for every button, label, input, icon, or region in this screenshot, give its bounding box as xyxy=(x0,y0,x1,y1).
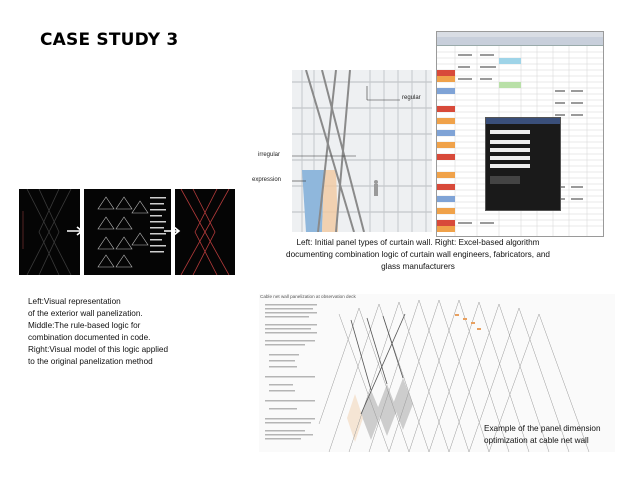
rule-logic-image xyxy=(84,189,171,275)
example-heading: Cable net wall panelization at observation deck xyxy=(260,294,356,299)
left-caption-line: Middle:The rule-based logic for xyxy=(28,321,141,330)
regular-label: regular xyxy=(402,95,421,101)
left-caption-line: to the original panelization method xyxy=(28,357,153,366)
arrow-right-icon xyxy=(66,225,86,237)
example-caption xyxy=(484,423,634,447)
top-caption-line: glass manufacturers xyxy=(381,262,455,271)
example-caption-line: Example of the panel dimension xyxy=(484,424,601,433)
example-caption-line: optimization at cable net wall xyxy=(484,436,589,445)
irregular-label: irregular xyxy=(258,152,281,158)
left-caption-line: of the exterior wall panelization. xyxy=(28,309,143,318)
applied-logic-lines xyxy=(175,189,235,275)
rule-logic-drawing xyxy=(84,189,171,275)
arrow-right-icon xyxy=(163,225,183,237)
left-panels-caption xyxy=(28,296,248,368)
left-caption-line: Left:Visual representation xyxy=(28,297,121,306)
top-caption-line: Left: Initial panel types of curtain wall. Right: Excel-based algorithm xyxy=(296,238,540,247)
left-caption-line: Right:Visual model of this logic applied xyxy=(28,345,169,354)
slide-title: CASE STUDY 3 xyxy=(40,30,179,50)
excel-algorithm-screenshot xyxy=(436,31,604,237)
panel-types-diagram xyxy=(252,70,432,232)
sheet-toolbar xyxy=(437,37,603,46)
expression-label: expression xyxy=(252,177,282,183)
sheet-dialog xyxy=(485,117,561,211)
left-caption-line: combination documented in code. xyxy=(28,333,151,342)
top-caption-line: documenting combination logic of curtain wall engineers, fabricators, and xyxy=(286,250,550,259)
top-figures-caption xyxy=(258,237,578,273)
applied-logic-image xyxy=(175,189,235,275)
